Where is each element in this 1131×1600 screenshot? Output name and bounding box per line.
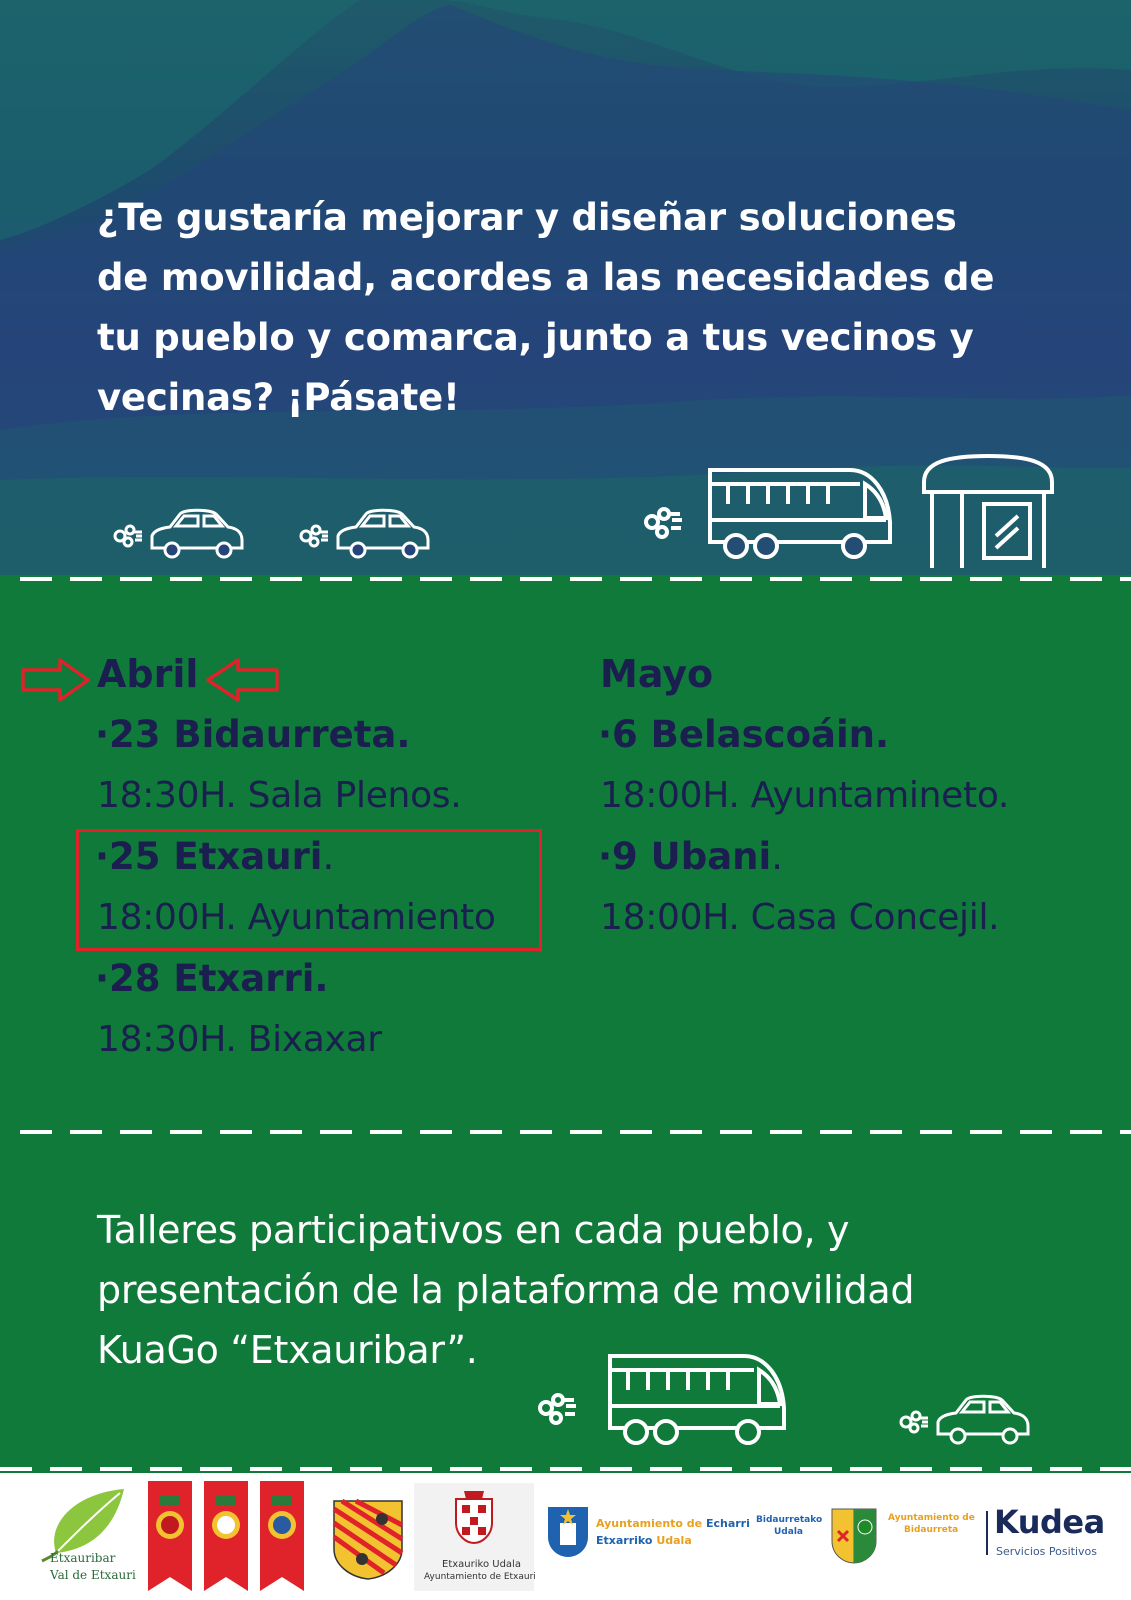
event-day: ·25 Etxauri. — [95, 835, 335, 878]
bidaurreta-ayto-text-2: Bidaurreta — [904, 1525, 959, 1535]
dashed-divider — [0, 576, 1131, 582]
month-april: Abril — [97, 652, 199, 696]
intro-line-4: vecinas? ¡Pásate! — [97, 376, 460, 419]
bus-icon — [534, 1348, 794, 1453]
event-day: ·28 Etxarri. — [95, 957, 329, 1000]
kudea-logo-text: Kudea — [994, 1503, 1105, 1541]
intro-question — [97, 188, 1057, 428]
event-time: 18:30H. Sala Plenos. — [97, 775, 462, 816]
intro-line-3: tu pueblo y comarca, junto a tus vecinos y — [97, 316, 974, 359]
echarri-logo-text-1: Ayuntamiento de Echarri — [596, 1517, 750, 1530]
bidaurreta-shield-icon — [830, 1507, 878, 1565]
heraldic-banners-icon — [146, 1481, 306, 1599]
arrow-right-icon — [20, 656, 92, 704]
footer-line-3: KuaGo “Etxauribar”. — [97, 1328, 478, 1372]
bidaurreta-udala-text-2: Udala — [774, 1527, 803, 1537]
car-icon — [296, 506, 436, 566]
event-time: 18:00H. Casa Concejil. — [600, 897, 1000, 938]
car-icon — [110, 506, 250, 566]
event-day: ·23 Bidaurreta. — [95, 713, 411, 756]
etxauribar-logo-text-2: Val de Etxauri — [50, 1568, 136, 1582]
dashed-divider — [0, 1466, 1131, 1472]
event-time: 18:30H. Bixaxar — [97, 1019, 382, 1060]
kudea-tagline: Servicios Positivos — [996, 1545, 1097, 1558]
event-day: ·6 Belascoáin. — [598, 713, 890, 756]
footer-line-1: Talleres participativos en cada pueblo, y — [97, 1208, 850, 1252]
hero-banner — [0, 0, 1131, 575]
kudea-divider — [986, 1511, 988, 1555]
etxauri-logo-text-1: Etxauriko Udala — [442, 1559, 521, 1570]
event-time: 18:00H. Ayuntamiento — [97, 897, 496, 938]
bus-icon — [640, 462, 900, 567]
striped-shield-icon — [332, 1499, 404, 1581]
highlight-box — [76, 829, 542, 951]
etxauri-logo-text-2: Ayuntamiento de Etxauri — [424, 1572, 536, 1582]
bidaurreta-ayto-text-1: Ayuntamiento de — [888, 1513, 975, 1523]
echarri-logo-text-2: Etxarriko Udala — [596, 1534, 692, 1547]
bus-stop-icon — [918, 452, 1058, 572]
sponsor-logos — [0, 1473, 1131, 1600]
dashed-divider — [0, 1129, 1131, 1135]
etxauribar-logo-text-1: Etxauribar — [50, 1551, 116, 1565]
echarri-shield-icon — [546, 1505, 590, 1559]
month-may: Mayo — [600, 652, 714, 696]
footer-line-2: presentación de la plataforma de movilidad — [97, 1268, 915, 1312]
arrow-left-icon — [204, 656, 280, 704]
event-time: 18:00H. Ayuntamineto. — [600, 775, 1010, 816]
car-icon — [896, 1392, 1036, 1452]
bidaurreta-udala-text-1: Bidaurretako — [756, 1515, 823, 1525]
intro-line-1: ¿Te gustaría mejorar y diseñar soluciones — [97, 196, 957, 239]
event-day: ·9 Ubani. — [598, 835, 783, 878]
coat-of-arms-icon — [452, 1487, 496, 1545]
intro-line-2: de movilidad, acordes a las necesidades de — [97, 256, 995, 299]
